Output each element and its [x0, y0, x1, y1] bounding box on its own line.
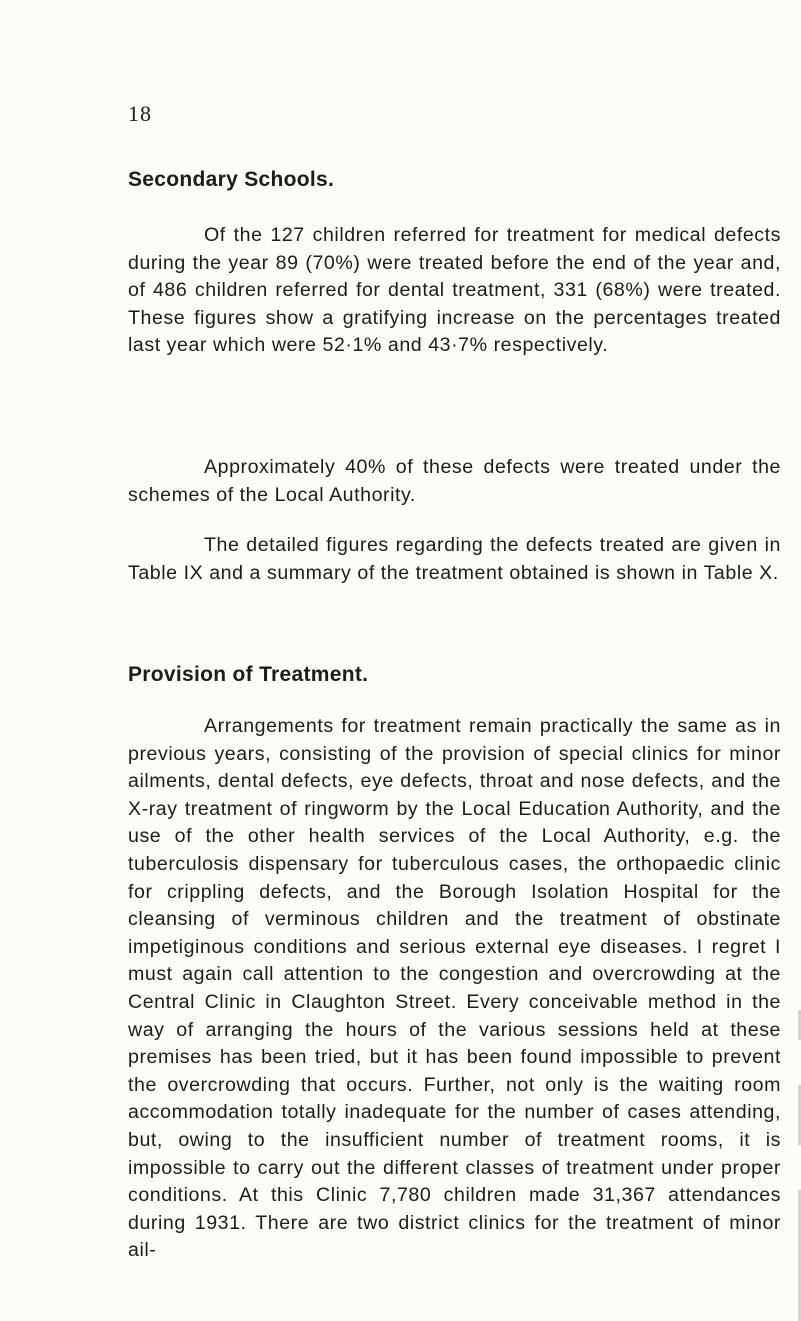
page-number: 18: [128, 101, 152, 126]
paragraph-local-authority-share: Approximately 40% of these defects were treated under the schemes of the Local Authority.: [128, 456, 781, 506]
paragraph-treatment-arrangements: Arrangements for treatment remain practically the same as in previous years, consisting of the provision of special clinics for minor ailments, dental defects, eye defects, throat and nose defects, and the X-ray treatment of ringworm by the Local Education Authority, and the use of the other health services of the Local Authority, e.g. the tuberculosis dispensary for tuberculous cases, the orthopaedic clinic for crippling defects, and the Borough Isolation Hospital for the cleansing of verminous children and the treatment of obstinate impetiginous conditions and serious external eye diseases. I regret I must again call attention to the congestion and overcrowding at the Central Clinic in Claughton Street. Every conceivable method in the way of arranging the hours of the various sessions held at these premises has been tried, but it has been found impossible to prevent the overcrowding that occurs. Further, not only is the waiting room accommodation totally inadequate for the number of cases attending, but, owing to the insufficient number of treatment rooms, it is impossible to carry out the different classes of treatment under proper conditions. At this Clinic 7,780 children made 31,367 attendances during 1931. There are two district clinics for the treatment of minor ail-: [128, 715, 781, 1262]
paragraph-table-references: The detailed figures regarding the defects treated are given in Table IX and a summary of the treatment obtained is shown in Table X.: [128, 534, 781, 584]
paragraph-referral-statistics: Of the 127 children referred for treatment for medical defects during the year 89 (70%) were treated before the end of the year and, of 486 children referred for dental treatment, 331 (68%) were treated. These figures show a gratifying increase on the percentages treated last year which were 52·1% and 43·7% respectively.: [128, 224, 781, 357]
section-heading-provision-of-treatment: Provision of Treatment.: [128, 663, 369, 686]
section-heading-secondary-schools: Secondary Schools.: [128, 168, 335, 191]
